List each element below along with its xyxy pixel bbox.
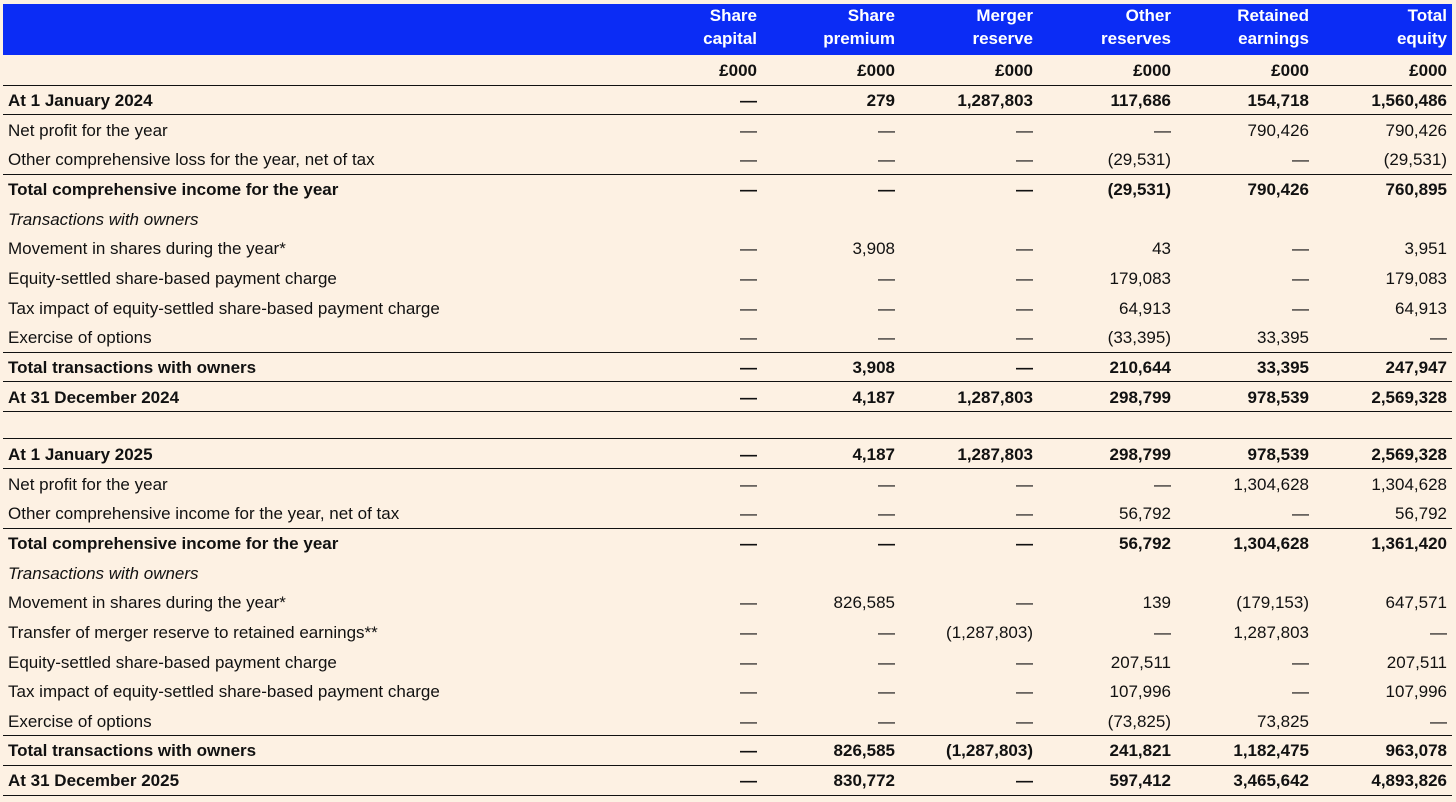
cell-value: — — [1016, 712, 1033, 731]
cell-value: — — [1016, 593, 1033, 612]
row-label: Transactions with owners — [8, 564, 199, 583]
cell-value: 647,571 — [1385, 593, 1447, 612]
row-label: At 31 December 2025 — [8, 771, 180, 790]
cell-value: — — [1016, 239, 1033, 258]
cell-value: — — [1292, 239, 1309, 258]
unit-label: £000 — [1133, 61, 1171, 80]
cell-value: 790,426 — [1247, 121, 1309, 140]
row-label: Equity-settled share-based payment charge — [8, 653, 337, 672]
cell-value: 64,913 — [1119, 299, 1171, 318]
cell-value: — — [1430, 328, 1447, 347]
cell-value: — — [1016, 269, 1033, 288]
table-row — [0, 499, 1456, 529]
cell-value: — — [740, 593, 757, 612]
cell-value: — — [740, 623, 757, 642]
row-label: Movement in shares during the year* — [8, 239, 286, 258]
rule-line — [3, 765, 1452, 766]
row-label: Total transactions with owners — [8, 741, 257, 760]
cell-value: 760,895 — [1385, 180, 1447, 199]
row-label: Other comprehensive income for the year, net of tax — [8, 504, 400, 523]
row-label: At 31 December 2024 — [8, 388, 180, 407]
cell-value: — — [740, 180, 757, 199]
cell-value: — — [740, 475, 757, 494]
cell-value: 117,686 — [1110, 91, 1171, 110]
column-header-merger-reserve: Merger reserve — [972, 6, 1033, 48]
cell-value: 1,304,628 — [1371, 475, 1447, 494]
cell-value: — — [1430, 623, 1447, 642]
cell-value: 3,908 — [852, 358, 895, 377]
column-header-total-equity: Total equity — [1396, 6, 1447, 48]
row-label: Net profit for the year — [8, 121, 168, 140]
table-row — [0, 529, 1456, 559]
cell-value: 56,792 — [1119, 534, 1171, 553]
cell-value: — — [1292, 653, 1309, 672]
cell-value: — — [740, 504, 757, 523]
table-row — [0, 205, 1456, 235]
cell-value: (29,531) — [1107, 150, 1171, 169]
row-label: Movement in shares during the year* — [8, 593, 286, 612]
cell-value: — — [1016, 475, 1033, 494]
table-row — [0, 86, 1456, 116]
cell-value: (33,395) — [1107, 328, 1171, 347]
cell-value: — — [878, 534, 895, 553]
table-row — [0, 264, 1456, 294]
cell-value: 1,304,628 — [1233, 475, 1309, 494]
cell-value: — — [1016, 328, 1033, 347]
unit-label: £000 — [1409, 61, 1447, 80]
cell-value: 154,718 — [1247, 91, 1309, 110]
row-label: At 1 January 2024 — [8, 91, 153, 110]
rule-line — [3, 795, 1452, 796]
cell-value: 790,426 — [1385, 121, 1447, 140]
cell-value: 830,772 — [833, 771, 895, 790]
table-row — [0, 559, 1456, 589]
cell-value: — — [878, 682, 895, 701]
cell-value: (29,531) — [1107, 180, 1171, 199]
cell-value: — — [740, 712, 757, 731]
cell-value: — — [740, 239, 757, 258]
cell-value: — — [1292, 150, 1309, 169]
cell-value: — — [878, 269, 895, 288]
cell-value: (1,287,803) — [946, 623, 1033, 642]
cell-value: 107,996 — [1385, 682, 1447, 701]
cell-value: — — [1292, 682, 1309, 701]
cell-value: (179,153) — [1236, 593, 1309, 612]
cell-value: — — [1016, 121, 1033, 140]
cell-value: 33,395 — [1257, 358, 1309, 377]
column-header-share-capital: Share capital — [703, 6, 757, 48]
rule-line — [3, 528, 1452, 529]
table-row — [0, 440, 1456, 470]
rule-line — [3, 85, 1452, 86]
cell-value: 107,996 — [1109, 682, 1171, 701]
cell-value: 33,395 — [1257, 328, 1309, 347]
cell-value: 4,893,826 — [1371, 771, 1447, 790]
cell-value: 207,511 — [1386, 653, 1447, 672]
unit-label: £000 — [995, 61, 1033, 80]
cell-value: 3,908 — [852, 239, 895, 258]
table-row — [0, 766, 1456, 796]
cell-value: 56,792 — [1119, 504, 1171, 523]
cell-value: 826,585 — [833, 741, 895, 760]
cell-value: — — [740, 741, 757, 760]
cell-value: — — [878, 121, 895, 140]
row-label: Exercise of options — [8, 712, 152, 731]
table-row — [0, 353, 1456, 383]
cell-value: — — [740, 150, 757, 169]
cell-value: — — [1016, 771, 1033, 790]
cell-value: 64,913 — [1395, 299, 1447, 318]
row-label: Net profit for the year — [8, 475, 168, 494]
unit-label: £000 — [719, 61, 757, 80]
row-label: Tax impact of equity-settled share-based payment charge — [8, 299, 440, 318]
table-row — [0, 707, 1456, 737]
cell-value: 1,304,628 — [1233, 534, 1309, 553]
column-header-other-reserves: Other reserves — [1101, 6, 1171, 48]
row-label: Total transactions with owners — [8, 358, 257, 377]
table-row — [0, 588, 1456, 618]
column-header-share-premium: Share premium — [823, 6, 895, 48]
cell-value: 978,539 — [1247, 445, 1309, 464]
table-row — [0, 234, 1456, 264]
cell-value: 1,287,803 — [1233, 623, 1309, 642]
cell-value: 4,187 — [852, 388, 895, 407]
table-row — [0, 294, 1456, 324]
cell-value: — — [1016, 358, 1033, 377]
cell-value: — — [878, 712, 895, 731]
rule-line — [3, 352, 1452, 353]
cell-value: — — [740, 534, 757, 553]
cell-value: — — [740, 771, 757, 790]
cell-value: — — [740, 445, 757, 464]
table-row — [0, 677, 1456, 707]
cell-value: 207,511 — [1110, 653, 1171, 672]
unit-label: £000 — [1271, 61, 1309, 80]
cell-value: — — [740, 653, 757, 672]
cell-value: (73,825) — [1107, 712, 1171, 731]
cell-value: — — [740, 682, 757, 701]
cell-value: — — [740, 299, 757, 318]
cell-value: 298,799 — [1109, 388, 1171, 407]
cell-value: 43 — [1152, 239, 1171, 258]
cell-value: — — [1292, 504, 1309, 523]
cell-value: — — [878, 653, 895, 672]
cell-value: — — [1154, 623, 1171, 642]
cell-value: — — [740, 121, 757, 140]
cell-value: 1,182,475 — [1233, 741, 1309, 760]
cell-value: 790,426 — [1247, 180, 1309, 199]
unit-label: £000 — [857, 61, 895, 80]
row-label: Transfer of merger reserve to retained earnings** — [8, 623, 378, 642]
rule-line — [3, 114, 1452, 115]
cell-value: 1,560,486 — [1371, 91, 1447, 110]
cell-value: — — [1154, 121, 1171, 140]
row-label: Equity-settled share-based payment charge — [8, 269, 337, 288]
cell-value: — — [1292, 269, 1309, 288]
cell-value: 1,287,803 — [957, 445, 1033, 464]
cell-value: (1,287,803) — [946, 741, 1033, 760]
cell-value: 1,287,803 — [957, 388, 1033, 407]
cell-value: — — [1016, 299, 1033, 318]
cell-value: — — [878, 328, 895, 347]
cell-value: — — [878, 504, 895, 523]
cell-value: — — [1016, 150, 1033, 169]
table-row — [0, 116, 1456, 146]
cell-value: 179,083 — [1385, 269, 1447, 288]
cell-value: — — [878, 475, 895, 494]
cell-value: 2,569,328 — [1371, 445, 1447, 464]
cell-value: — — [1430, 712, 1447, 731]
rule-line — [3, 381, 1452, 382]
row-label: Total comprehensive income for the year — [8, 534, 339, 553]
cell-value: (29,531) — [1383, 150, 1447, 169]
cell-value: 73,825 — [1257, 712, 1309, 731]
cell-value: 179,083 — [1109, 269, 1171, 288]
cell-value: 3,951 — [1404, 239, 1447, 258]
cell-value: 3,465,642 — [1233, 771, 1309, 790]
cell-value: 298,799 — [1109, 445, 1171, 464]
cell-value: 247,947 — [1385, 358, 1447, 377]
rule-line — [3, 438, 1452, 439]
cell-value: 56,792 — [1395, 504, 1447, 523]
row-label: Other comprehensive loss for the year, net of tax — [8, 150, 375, 169]
cell-value: — — [1016, 180, 1033, 199]
cell-value: — — [740, 328, 757, 347]
cell-value: — — [878, 180, 895, 199]
rule-line — [3, 174, 1452, 175]
table-row — [0, 383, 1456, 413]
cell-value: 1,287,803 — [957, 91, 1033, 110]
cell-value: — — [878, 299, 895, 318]
cell-value: 826,585 — [833, 593, 895, 612]
cell-value: — — [740, 358, 757, 377]
cell-value: 4,187 — [852, 445, 895, 464]
cell-value: — — [878, 150, 895, 169]
row-label: At 1 January 2025 — [8, 445, 153, 464]
row-label: Tax impact of equity-settled share-based payment charge — [8, 682, 440, 701]
table-row — [0, 470, 1456, 500]
cell-value: 1,361,420 — [1371, 534, 1447, 553]
table-row — [0, 618, 1456, 648]
cell-value: 279 — [866, 91, 895, 110]
row-label: Total comprehensive income for the year — [8, 180, 339, 199]
cell-value: 963,078 — [1385, 741, 1447, 760]
table-row — [0, 648, 1456, 678]
table-row — [0, 145, 1456, 175]
cell-value: — — [1292, 299, 1309, 318]
cell-value: 139 — [1142, 593, 1171, 612]
row-label: Exercise of options — [8, 328, 152, 347]
cell-value: — — [740, 388, 757, 407]
table-row — [0, 736, 1456, 766]
cell-value: — — [1016, 682, 1033, 701]
units-row — [0, 56, 1456, 86]
cell-value: — — [740, 91, 757, 110]
cell-value: — — [1016, 653, 1033, 672]
cell-value: 210,644 — [1109, 358, 1171, 377]
cell-value: — — [878, 623, 895, 642]
table-row — [0, 323, 1456, 353]
rule-line — [3, 735, 1452, 736]
rule-line — [3, 468, 1452, 469]
row-label: Transactions with owners — [8, 210, 199, 229]
cell-value: — — [1016, 534, 1033, 553]
cell-value: 241,821 — [1109, 741, 1171, 760]
cell-value: 978,539 — [1247, 388, 1309, 407]
cell-value: 597,412 — [1109, 771, 1171, 790]
cell-value: — — [1016, 504, 1033, 523]
cell-value: — — [1154, 475, 1171, 494]
cell-value: — — [740, 269, 757, 288]
cell-value: 2,569,328 — [1371, 388, 1447, 407]
column-header-retained-earnings: Retained earnings — [1237, 6, 1309, 48]
rule-line — [3, 411, 1452, 412]
table-row — [0, 175, 1456, 205]
